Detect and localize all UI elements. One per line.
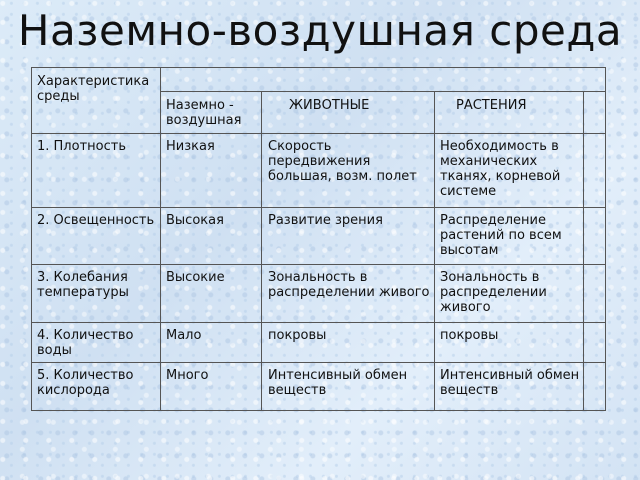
row-1-plants: Необходимость в механических тканях, корневой системе: [440, 139, 561, 199]
row-4-value: Мало: [166, 328, 202, 343]
row-5-value: Много: [166, 368, 209, 383]
row-5-plants: Интенсивный обмен веществ: [440, 368, 580, 398]
row-3-plants: Зональность в распределении живого: [440, 270, 547, 315]
row-1-animals: Скорость передвижения большая, возм. полет: [268, 139, 417, 184]
row-2-plants: Распределение растений по всем высотам: [440, 213, 562, 258]
column-header-environment: Наземно - воздушная: [166, 98, 242, 128]
row-4-plants: покровы: [440, 328, 499, 343]
row-4-animals: покровы: [268, 328, 327, 343]
row-3-animals: Зональность в распределении живого: [268, 270, 430, 300]
page-title: Наземно-воздушная среда: [17, 6, 623, 55]
row-1-label: 1. Плотность: [37, 139, 126, 154]
row-3-label: 3. Колебания температуры: [37, 270, 129, 300]
row-4-label: 4. Количество воды: [37, 328, 134, 358]
row-3-value: Высокие: [166, 270, 225, 285]
row-5-label: 5. Количество кислорода: [37, 368, 134, 398]
column-header-plants: РАСТЕНИЯ: [456, 98, 527, 113]
row-1-value: Низкая: [166, 139, 215, 154]
row-2-value: Высокая: [166, 213, 224, 228]
column-header-animals: ЖИВОТНЫЕ: [289, 98, 370, 113]
row-2-label: 2. Освещенность: [37, 213, 155, 228]
row-2-animals: Развитие зрения: [268, 213, 383, 228]
corner-header: Характеристика среды: [37, 74, 150, 104]
row-5-animals: Интенсивный обмен веществ: [268, 368, 408, 398]
